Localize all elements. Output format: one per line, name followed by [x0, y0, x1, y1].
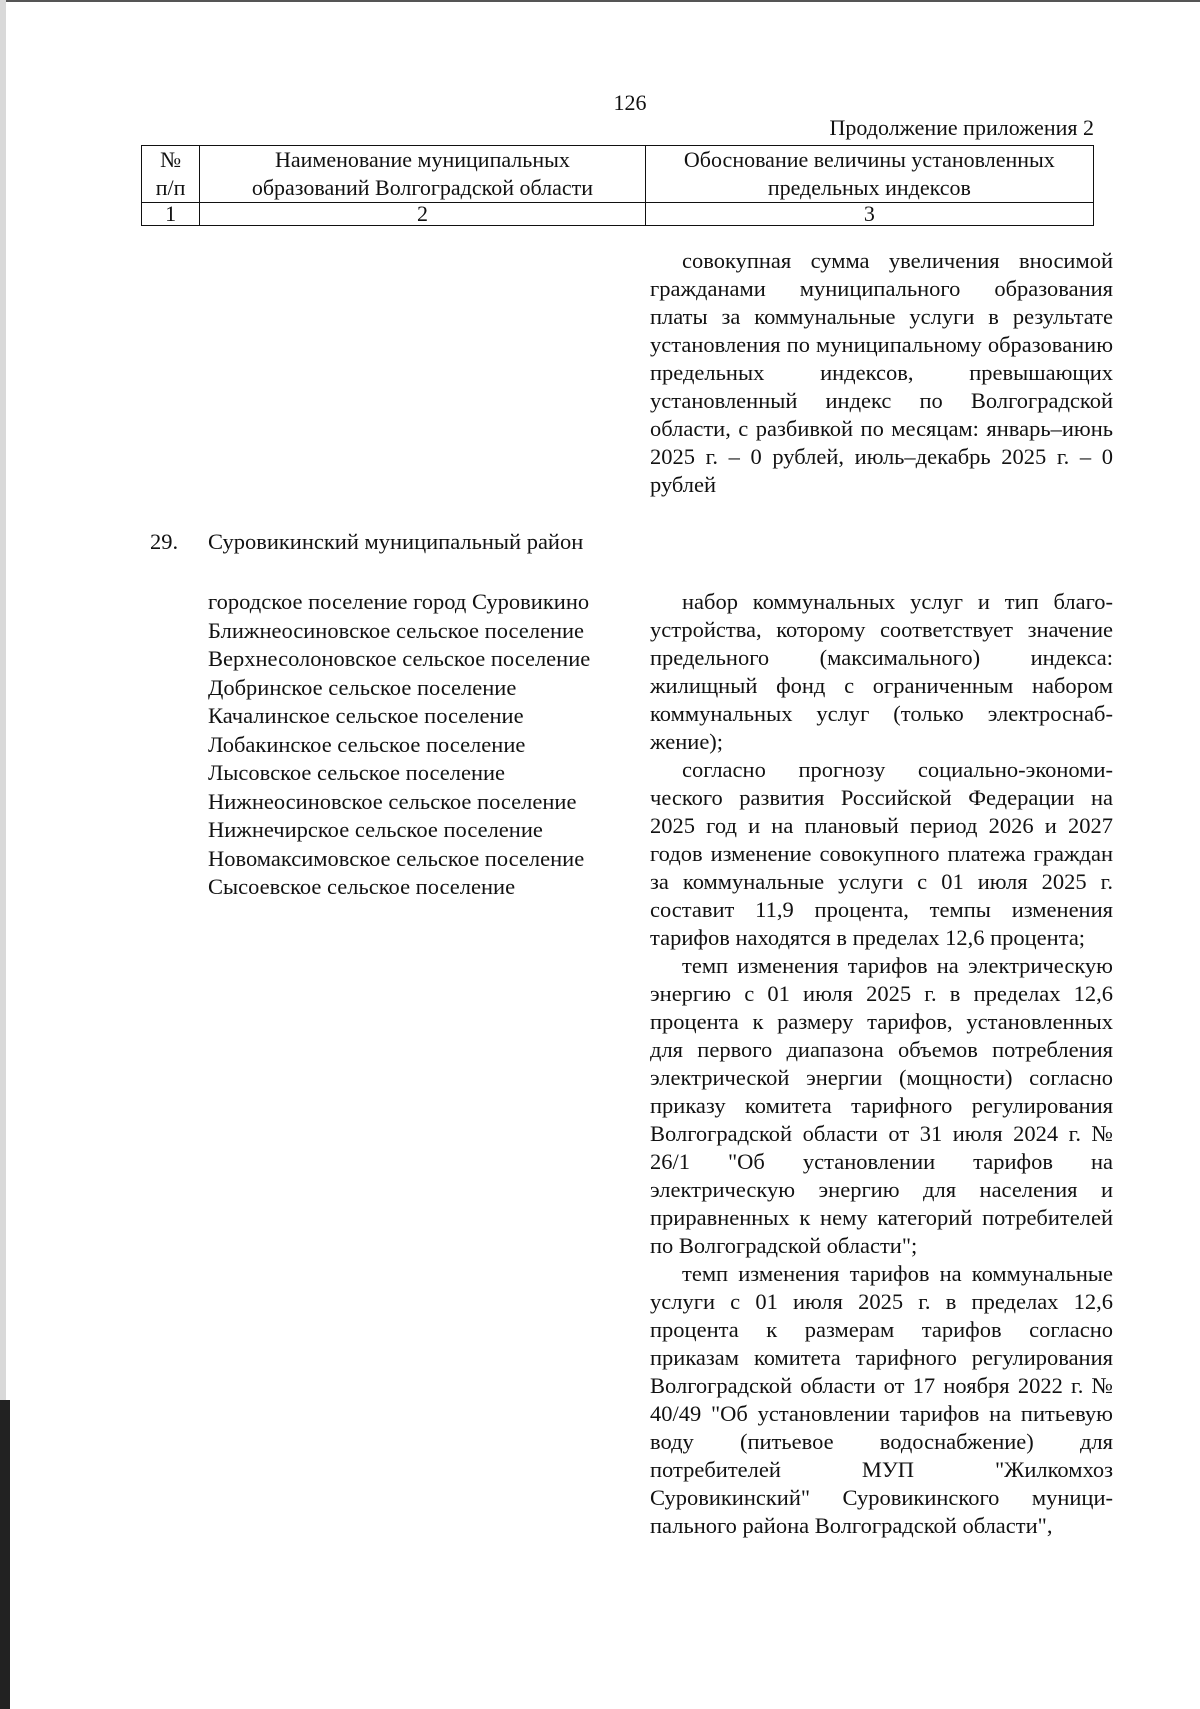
justification-paragraph: совокупная сумма увеличения вносимой гражданами муниципального образования платы за коммунальные услуги в результате установления по муниципальному образованию предельных индексов, превышающих установленный индекс по Волгоградской области, с разбивкой по месяцам: январь–июнь 2025 г. – 0 рублей, июль–декабрь 2025 г. – 0 рублей	[650, 248, 1113, 497]
header-name-line: образований Волгоградской области	[251, 175, 594, 200]
header-number	[142, 146, 200, 203]
justification-paragraph: темп изменения тарифов на электрическую энергию с 01 июля 2025 г. в пределах 12,6 процента к размеру тарифов, установленных для первого диапазона объемов потребления электрической энергии (мощности) согласно приказу комитета тарифного регулирования Волгоградской области от 31 июля 2024 г. № 26/1 "Об установлении тарифов на электрическую энергию для населения и приравненных к нему категорий потребителей по Волгоградской области";	[650, 953, 1113, 1258]
column-number: 3	[645, 203, 1093, 226]
previous-row-justification	[650, 247, 1113, 499]
header-justification-line: предельных индексов	[767, 175, 971, 200]
list-item: Сысоевское сельское поселение	[208, 874, 516, 899]
settlements-list	[208, 588, 628, 902]
column-number: 2	[200, 203, 646, 226]
list-item: Нижнечирское сельское поселение	[208, 817, 543, 842]
list-item: Нижнеосиновское сельское поселение	[208, 788, 577, 814]
justification-paragraph: согласно прогнозу социально-экономического развития Российской Федерации на 2025 год и на плановый период 2026 и 2027 годов изменение совокупного платежа граждан за коммунальные услуги с 01 июля 2025 г. составит 11,9 процента, темпы изменения тарифов находятся в пределах 12,6 процента;	[650, 757, 1113, 950]
list-item: Лысовское сельское поселение	[208, 760, 506, 785]
row-29-justification	[650, 588, 1113, 1540]
list-item: Качалинское сельское поселение	[208, 703, 524, 728]
header-number-line: п/п	[155, 175, 186, 200]
list-item: Ближнеосиновское сельское поселение	[208, 617, 585, 643]
table-header-row	[142, 146, 1094, 203]
list-item: городское поселение город Суровикино	[208, 589, 590, 614]
header-name-line: Наименование муниципальных	[275, 147, 570, 172]
continuation-label: Продолжение приложения 2	[829, 115, 1094, 140]
row-number: 29.	[150, 529, 179, 554]
column-numbers-row	[142, 203, 1094, 226]
list-item: Лобакинское сельское поселение	[208, 731, 526, 757]
header-justification-line: Обоснование величины установленных	[683, 147, 1055, 172]
justification-paragraph: темп изменения тарифов на коммунальные услуги с 01 июля 2025 г. в пределах 12,6 процента к размерам тарифов согласно приказам комитета тарифного регулирования Волгоградской области от 17 ноября 2022 г. № 40/49 "Об установлении тарифов на питьевую воду (питьевое водоснабжение) для потребителей МУП "Жилкомхоз Суровикинский" Суровикинского муниципального района Волгоградской области",	[650, 1261, 1113, 1538]
list-item: Добринское сельское поселение	[208, 674, 517, 700]
appendix-table-header	[141, 145, 1094, 226]
page-number: 126	[613, 90, 647, 115]
scan-edge-top	[0, 0, 1200, 2]
header-justification	[645, 146, 1093, 203]
header-municipality-name	[200, 146, 646, 203]
justification-paragraph: набор коммунальных услуг и тип благоустройства, которому соответствует значение предельного (максимального) индекса: жилищный фонд с ограниченным набором коммунальных услуг (только электроснабжение);	[650, 589, 1113, 754]
header-number-line: №	[160, 147, 182, 172]
list-item: Новомаксимовское сельское поселение	[208, 845, 585, 871]
column-number: 1	[142, 203, 200, 226]
municipal-district-name: Суровикинский муниципальный район	[208, 529, 584, 554]
scan-edge-shadow	[0, 1400, 10, 1709]
list-item: Верхнесолоновское сельское поселение	[208, 646, 591, 671]
